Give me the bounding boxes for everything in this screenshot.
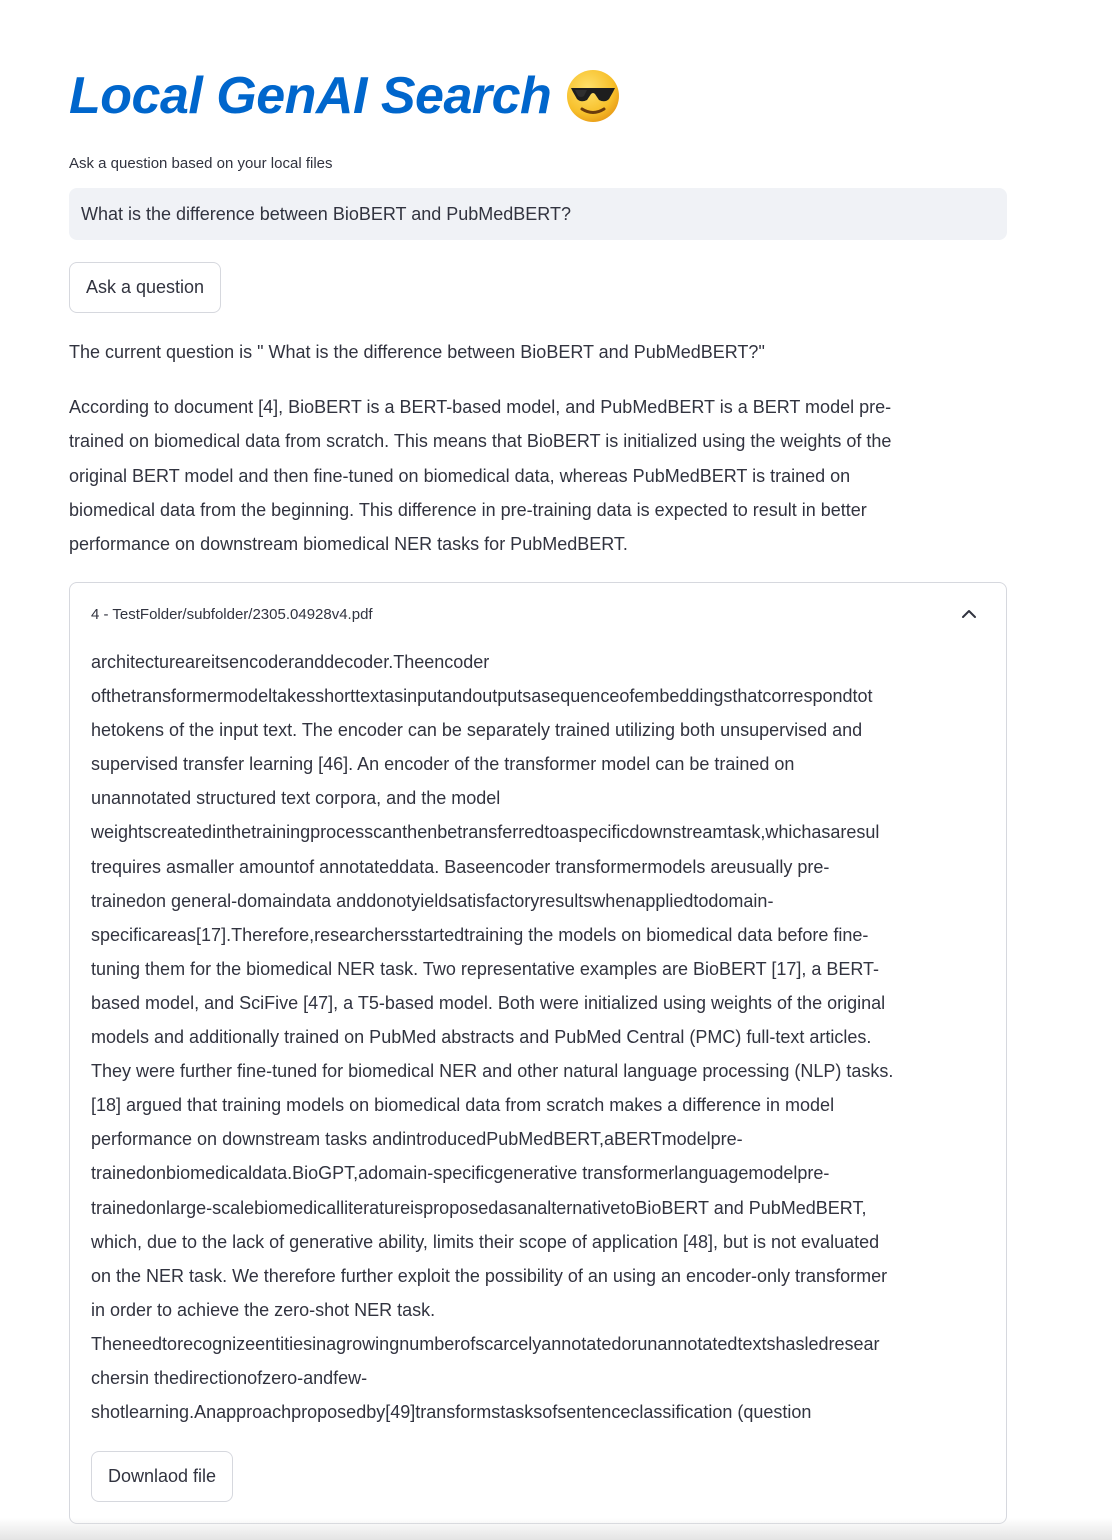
document-line: supervised transfer learning [46]. An encoder of the transformer model can be trained on <box>91 754 795 775</box>
ask-question-button[interactable]: Ask a question <box>69 262 221 313</box>
question-input-label: Ask a question based on your local files <box>69 155 333 172</box>
document-line: hetokens of the input text. The encoder can be separately trained utilizing both unsupervised and <box>91 720 863 741</box>
bottom-edge-shadow <box>0 1518 1112 1540</box>
download-file-button[interactable]: Downlaod file <box>91 1451 233 1502</box>
answer-line: original BERT model and then fine-tuned on biomedical data, whereas PubMedBERT is trained on <box>69 465 851 486</box>
document-line: based model, and SciFive [47], a T5-based model. Both were initialized using weights of the original <box>91 992 886 1013</box>
chevron-up-icon[interactable] <box>960 605 978 623</box>
document-line: trainedon general-domaindata anddonotyieldsatisfactoryresultswhenappliedtodomain- <box>91 890 774 911</box>
sunglasses-emoji-icon <box>565 68 621 124</box>
question-input[interactable] <box>69 188 1007 240</box>
document-line: shotlearning.Anapproachproposedby[49]transformstasksofsentenceclassification (question <box>91 1402 812 1423</box>
document-line: Theneedtorecognizeentitiesinagrowingnumberofscarcelyannotatedorunannotatedtextshasledresear <box>91 1333 880 1354</box>
document-line: trainedonlarge-scalebiomedicalliteratureisproposedasanalternativetoBioBERT and PubMedBERT, <box>91 1197 867 1218</box>
current-question-text: The current question is " What is the difference between BioBERT and PubMedBERT?" <box>69 342 765 362</box>
document-line: chersin thedirectionofzero-andfew- <box>91 1367 368 1388</box>
document-line: on the NER task. We therefore further exploit the possibility of an using an encoder-only transformer <box>91 1265 888 1286</box>
document-line: architectureareitsencoderanddecoder.Theencoder <box>91 652 490 672</box>
document-line: [18] argued that training models on biomedical data from scratch makes a difference in model <box>91 1095 835 1116</box>
document-excerpt <box>91 645 991 1429</box>
document-line: ofthetransformermodeltakesshorttextasinputandoutputsasequenceofembeddingsthatcorrespondtot <box>91 686 873 707</box>
answer-line: biomedical data from the beginning. This difference in pre-training data is expected to result in better <box>69 499 867 520</box>
title-row <box>69 58 621 134</box>
document-line: tuning them for the biomedical NER task. Two representative examples are BioBERT [17], a BERT- <box>91 958 880 979</box>
document-line: which, due to the lack of generative ability, limits their scope of application [48], but is not evaluated <box>91 1231 880 1252</box>
answer-text <box>69 390 989 561</box>
page-title: Local GenAI Search <box>69 67 552 125</box>
document-line: performance on downstream tasks andintroducedPubMedBERT,aBERTmodelpre- <box>91 1129 743 1150</box>
document-line: specificareas[17].Therefore,researchersstartedtraining the models on biomedical data before fine- <box>91 924 869 945</box>
document-title: 4 - TestFolder/subfolder/2305.04928v4.pdf <box>91 605 373 623</box>
document-expander-header[interactable] <box>70 583 1006 645</box>
document-line: They were further fine-tuned for biomedical NER and other natural language processing (NLP) tasks. <box>91 1061 894 1082</box>
answer-line: According to document [4], BioBERT is a BERT-based model, and PubMedBERT is a BERT model pre- <box>69 397 892 417</box>
answer-line: performance on downstream biomedical NER tasks for PubMedBERT. <box>69 534 628 555</box>
document-line: weightscreatedinthetrainingprocesscanthenbetransferredtoaspecificdownstreamtask,whichasaresul <box>91 822 880 843</box>
answer-line: trained on biomedical data from scratch. This means that BioBERT is initialized using the weights of the <box>69 431 892 452</box>
document-line: trainedonbiomedicaldata.BioGPT,adomain-specificgenerative transformerlanguagemodelpre- <box>91 1163 830 1184</box>
document-line: models and additionally trained on PubMed abstracts and PubMed Central (PMC) full-text articles. <box>91 1027 872 1048</box>
document-line: unannotated structured text corpora, and the model <box>91 788 501 809</box>
document-line: in order to achieve the zero-shot NER task. <box>91 1299 436 1320</box>
document-line: trequires asmaller amountof annotateddata. Baseencoder transformermodels areusually pre- <box>91 856 830 877</box>
